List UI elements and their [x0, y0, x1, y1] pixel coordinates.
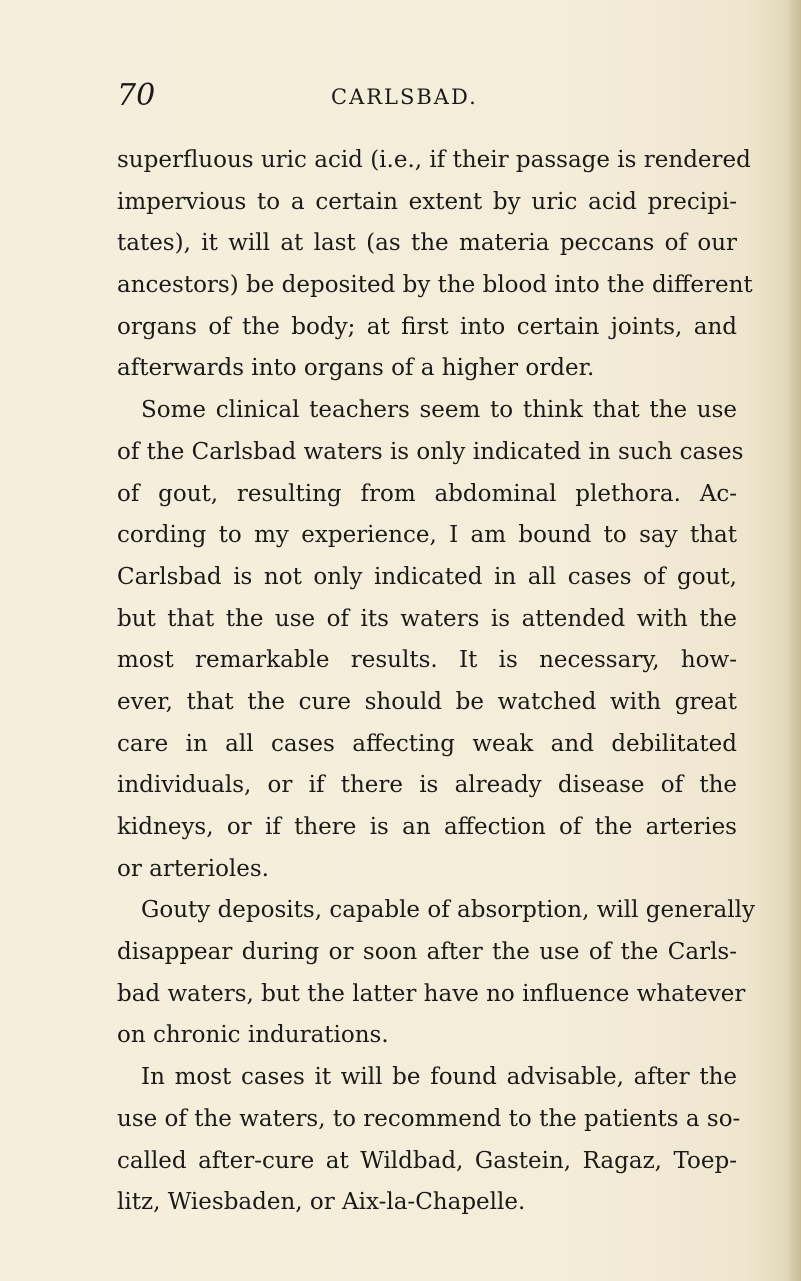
text-line: Gouty deposits, capable of absorption, will generally [141, 897, 755, 924]
text-line: of gout, resulting from abdominal plethora. Ac- [117, 480, 737, 507]
text-line: organs of the body; at first into certain joints, and [117, 313, 737, 340]
text-line: bad waters, but the latter have no influence whatever [117, 980, 746, 1007]
text-line: impervious to a certain extent by uric acid precipi- [117, 188, 737, 215]
text-line: called after-cure at Wildbad, Gastein, Ragaz, Toep- [117, 1147, 737, 1174]
text-line: care in all cases affecting weak and debilitated [117, 730, 737, 757]
text-line: ever, that the cure should be watched with great [117, 688, 737, 715]
text-line: or arterioles. [117, 855, 269, 882]
text-line: but that the use of its waters is attended with the [117, 605, 737, 632]
text-line: disappear during or soon after the use of the Carls- [117, 939, 737, 966]
paragraph [117, 1057, 741, 1224]
text-line: of the Carlsbad waters is only indicated in such cases [117, 438, 744, 465]
text-line: cording to my experience, I am bound to say that [117, 522, 737, 549]
text-line: Some clinical teachers seem to think that the use [141, 397, 737, 424]
text-line: litz, Wiesbaden, or Aix-la-Chapelle. [117, 1189, 526, 1216]
text-line: individuals, or if there is already disease of the [117, 772, 737, 799]
paragraph [117, 390, 744, 890]
text-line: Carlsbad is not only indicated in all cases of gout, [117, 563, 737, 590]
text-line: on chronic indurations. [117, 1022, 389, 1049]
text-line: kidneys, or if there is an affection of the arteries [117, 814, 737, 840]
page-number: 70 [117, 78, 156, 113]
page-edge-shadow [787, 0, 801, 1281]
text-line: afterwards into organs of a higher order. [117, 355, 595, 382]
text-line: use of the waters, to recommend to the patients a so- [117, 1105, 741, 1132]
paragraph [117, 140, 753, 390]
body-text [117, 140, 755, 1224]
text-line: most remarkable results. It is necessary, how- [117, 647, 737, 674]
page-header [117, 78, 737, 114]
text-line: ancestors) be deposited by the blood into the different [117, 272, 753, 299]
text-line: tates), it will at last (as the materia peccans of our [117, 230, 737, 257]
paragraph [117, 890, 755, 1057]
running-head: CARLSBAD. [331, 85, 478, 109]
text-line: In most cases it will be found advisable, after the [141, 1064, 737, 1091]
text-line: superfluous uric acid (i.e., if their passage is rendered [117, 147, 751, 173]
